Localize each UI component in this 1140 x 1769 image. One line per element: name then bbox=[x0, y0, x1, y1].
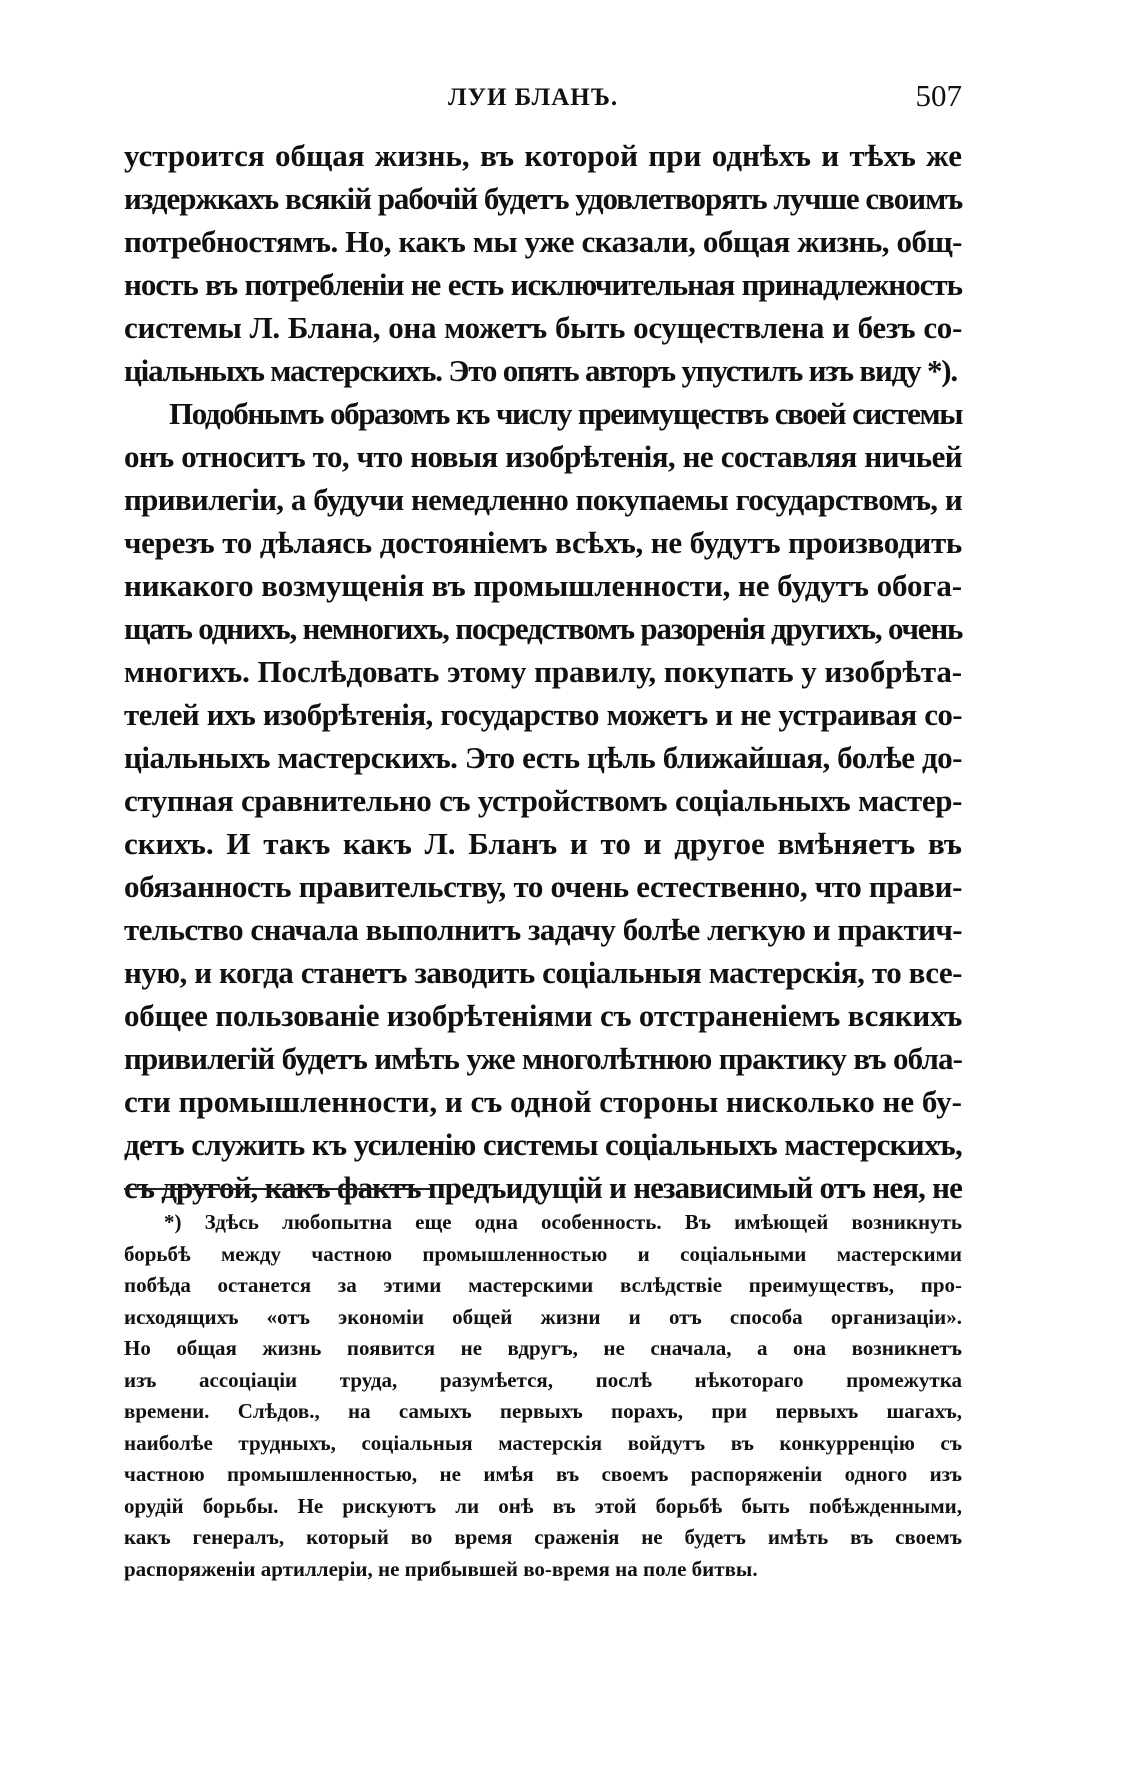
text-line: ность въ потребленіи не есть исключительная принадлежность bbox=[124, 267, 962, 302]
text-line: съ другой, какъ фактъ предъидущій и независимый отъ нея, не bbox=[124, 1170, 962, 1205]
text-line: онъ относитъ то, что новыя изобрѣтенія, не составляя ничьей bbox=[124, 439, 962, 474]
text-line: привилегіи, а будучи немедленно покупаемы государствомъ, и bbox=[124, 482, 962, 517]
footnote-line: изъ ассоціаціи труда, разумѣется, послѣ нѣкотораго промежутка bbox=[124, 1367, 962, 1392]
page-header bbox=[124, 78, 962, 118]
footnote-line: побѣда останется за этими мастерскими вслѣдствіе преимуществъ, про- bbox=[124, 1273, 962, 1297]
footnote-line: *) Здѣсь любопытна еще одна особенность. Въ имѣющей возникнуть bbox=[164, 1210, 962, 1234]
footnote-line: Но общая жизнь появится не вдругъ, не сначала, а она возникнетъ bbox=[124, 1336, 962, 1360]
running-head: ЛУИ БЛАНЪ. bbox=[448, 84, 619, 111]
text-line: телей ихъ изобрѣтенія, государство можетъ и не устраивая со- bbox=[124, 697, 962, 732]
text-line: ціальныхъ мастерскихъ. Это опять авторъ упустилъ изъ виду *). bbox=[124, 353, 957, 388]
text-line: потребностямъ. Но, какъ мы уже сказали, общая жизнь, общ- bbox=[124, 224, 962, 259]
text-line: обязанность правительству, то очень естественно, что прави- bbox=[124, 869, 962, 904]
text-line: скихъ. И такъ какъ Л. Бланъ и то и другое вмѣняетъ въ bbox=[124, 826, 962, 861]
text-line: никакого возмущенія въ промышленности, не будутъ обога- bbox=[124, 568, 962, 603]
text-line: ную, и когда станетъ заводить соціальныя мастерскія, то все- bbox=[124, 955, 962, 990]
text-line: сти промышленности, и съ одной стороны нисколько не бу- bbox=[124, 1084, 962, 1119]
footnote-line: орудій борьбы. Не рискуютъ ли онѣ въ этой борьбѣ быть побѣжденными, bbox=[124, 1493, 962, 1518]
footnote-line: частною промышленностью, не имѣя въ своемъ распоряженіи одного изъ bbox=[124, 1462, 962, 1486]
footnote-divider bbox=[124, 1188, 430, 1190]
text-line: ціальныхъ мастерскихъ. Это есть цѣль ближайшая, болѣе до- bbox=[124, 740, 962, 775]
footnote-line: какъ генералъ, который во время сраженія не будетъ имѣть въ своемъ bbox=[124, 1525, 962, 1549]
text-line: тельство сначала выполнитъ задачу болѣе легкую и практич- bbox=[124, 912, 962, 947]
footnote-line: распоряженіи артиллеріи, не прибывшей во-время на поле битвы. bbox=[124, 1556, 758, 1581]
text-line: общее пользованіе изобрѣтеніями съ отстраненіемъ всякихъ bbox=[124, 998, 963, 1033]
text-line: черезъ то дѣлаясь достояніемъ всѣхъ, не будутъ производить bbox=[124, 525, 962, 560]
footnote-line: наиболѣе трудныхъ, соціальныя мастерскія войдутъ въ конкурренцію съ bbox=[124, 1430, 962, 1455]
text-line: издержкахъ всякій рабочій будетъ удовлетворять лучше своимъ bbox=[124, 181, 963, 216]
text-line: ступная сравнительно съ устройствомъ соціальныхъ мастер- bbox=[124, 783, 962, 818]
footnote-line: времени. Слѣдов., на самыхъ первыхъ порахъ, при первыхъ шагахъ, bbox=[124, 1399, 962, 1423]
footnote bbox=[124, 1207, 962, 1585]
text-line: щать однихъ, немногихъ, посредствомъ разоренія другихъ, очень bbox=[124, 611, 963, 646]
text-line: привилегій будетъ имѣть уже многолѣтнюю практику въ обла- bbox=[124, 1041, 962, 1076]
text-line: Подобнымъ образомъ къ числу преимуществъ своей системы bbox=[169, 396, 962, 431]
text-line: многихъ. Послѣдовать этому правилу, покупать у изобрѣта- bbox=[124, 654, 962, 689]
footnote-line: исходящихъ «отъ экономіи общей жизни и отъ способа организаціи». bbox=[124, 1304, 962, 1329]
text-line: детъ служить къ усиленію системы соціальныхъ мастерскихъ, bbox=[124, 1127, 962, 1162]
text-line: системы Л. Блана, она можетъ быть осуществлена и безъ со- bbox=[124, 310, 962, 345]
text-line: устроится общая жизнь, въ которой при однѣхъ и тѣхъ же bbox=[124, 138, 962, 173]
page-number: 507 bbox=[915, 78, 962, 113]
main-text bbox=[124, 134, 962, 1209]
footnote-line: борьбѣ между частною промышленностью и соціальными мастерскими bbox=[124, 1241, 962, 1266]
